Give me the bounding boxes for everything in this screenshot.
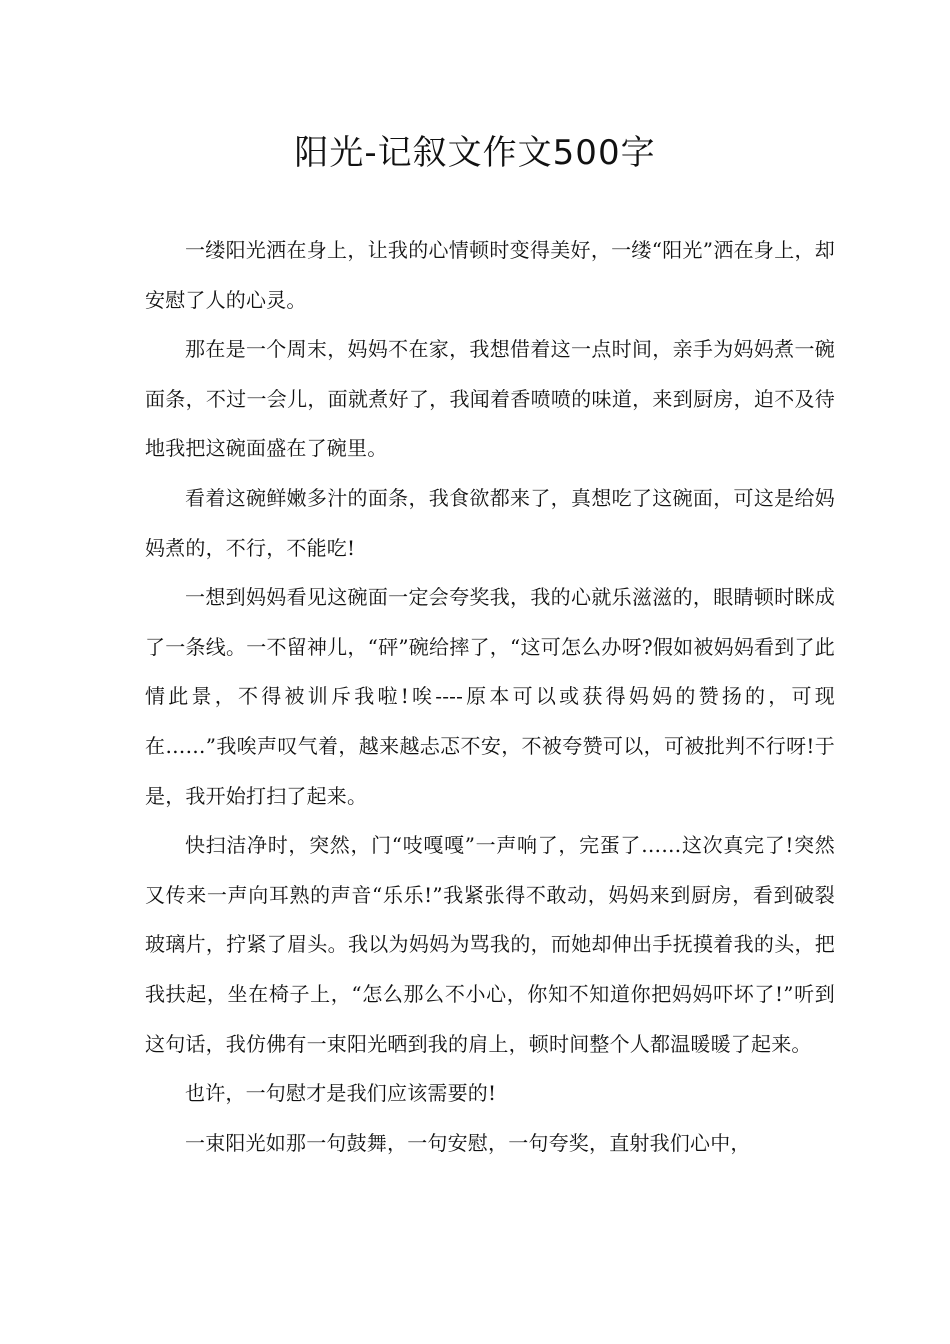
paragraph: 一想到妈妈看见这碗面一定会夸奖我，我的心就乐滋滋的，眼睛顿时眯成了一条线。一不留神儿，“砰”碗给摔了，“这可怎么办呀?假如被妈妈看到了此情此景，不得被训斥我啦!唉----原本可以或获得妈妈的赞扬的，可现在……”我唉声叹气着，越来越忐忑不安，不被夸赞可以，可被批判不行呀!于是，我开始打扫了起来。 <box>145 585 835 808</box>
paragraph: 那在是一个周末，妈妈不在家，我想借着这一点时间，亲手为妈妈煮一碗面条，不过一会儿，面就煮好了，我闻着香喷喷的味道，来到厨房，迫不及待地我把这碗面盛在了碗里。 <box>145 337 835 461</box>
paragraph: 一缕阳光洒在身上，让我的心情顿时变得美好，一缕“阳光”洒在身上，却安慰了人的心灵。 <box>145 238 835 312</box>
document-title: 阳光-记叙文作文500字 <box>294 133 656 173</box>
paragraph: 一束阳光如那一句鼓舞，一句安慰，一句夸奖，直射我们心中， <box>185 1130 751 1155</box>
paragraph: 快扫洁净时，突然，门“吱嘎嘎”一声响了，完蛋了……这次真完了!突然又传来一声向耳熟的声音“乐乐!”我紧张得不敢动，妈妈来到厨房，看到破裂玻璃片，拧紧了眉头。我以为妈妈为骂我的，而她却伸出手抚摸着我的头，把我扶起，坐在椅子上，“怎么那么不小心，你知不知道你把妈妈吓坏了!”听到这句话，我仿佛有一束阳光晒到我的肩上，顿时间整个人都温暖暖了起来。 <box>145 833 835 1056</box>
paragraph: 看着这碗鲜嫩多汁的面条，我食欲都来了，真想吃了这碗面，可这是给妈妈煮的，不行，不能吃! <box>145 485 835 560</box>
document-body <box>145 226 835 1168</box>
paragraph: 也许，一句慰才是我们应该需要的! <box>185 1081 497 1106</box>
